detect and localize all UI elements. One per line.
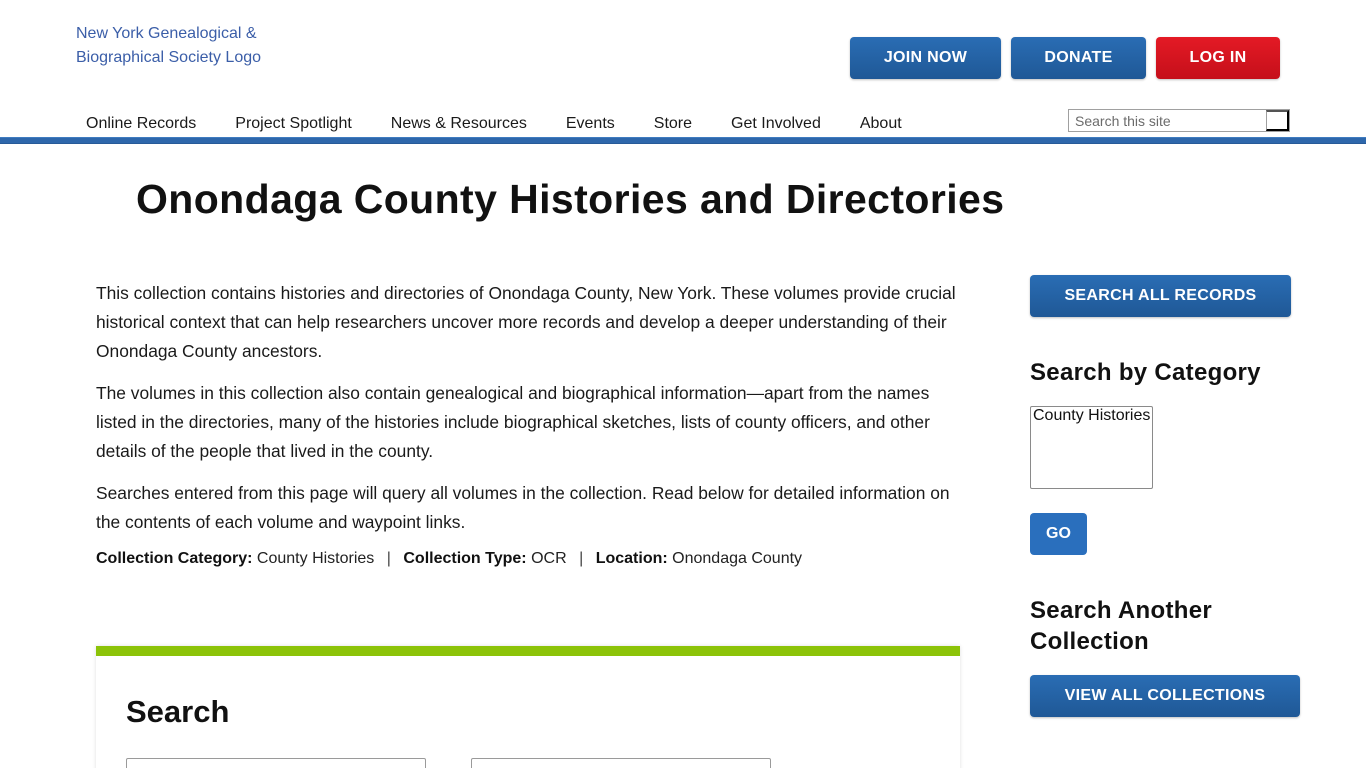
search-field-1[interactable]	[126, 758, 426, 768]
type-label: Collection Type:	[403, 550, 527, 567]
search-card-heading: Search	[126, 694, 230, 729]
page-title: Onondaga County Histories and Directories	[136, 176, 1005, 222]
category-listbox[interactable]	[1030, 406, 1153, 489]
meta-separator: |	[386, 550, 391, 567]
nav-store[interactable]: Store	[653, 115, 693, 132]
search-another-collection-heading: Search Another Collection	[1030, 597, 1213, 655]
nav-get-involved[interactable]: Get Involved	[731, 115, 821, 132]
description-paragraph: This collection contains histories and directories of Onondaga County, New York. These volumes provide crucial historical context that can help researchers uncover more records and develop a deeper understanding of their Onondaga County ancestors.	[96, 283, 956, 361]
category-option[interactable]: County Histories	[1033, 407, 1151, 424]
log-in-button[interactable]: LOG IN	[1156, 37, 1280, 79]
collection-description	[96, 279, 966, 568]
site-logo-link[interactable]	[76, 22, 316, 70]
view-all-collections-button[interactable]: VIEW ALL COLLECTIONS	[1030, 675, 1300, 717]
join-now-button[interactable]: JOIN NOW	[850, 37, 1001, 79]
nav-divider-bar	[0, 137, 1366, 144]
location-value: Onondaga County	[672, 550, 803, 567]
category-label: Collection Category:	[96, 550, 253, 567]
site-search-submit-button[interactable]	[1266, 110, 1289, 131]
description-paragraph: Searches entered from this page will query all volumes in the collection. Read below for detailed information on the contents of each volume and waypoint links.	[96, 483, 950, 532]
nav-about[interactable]: About	[859, 115, 902, 132]
collection-meta	[96, 550, 966, 568]
donate-button[interactable]: DONATE	[1011, 37, 1146, 79]
nav-project-spotlight[interactable]: Project Spotlight	[235, 115, 352, 132]
search-card	[96, 646, 960, 768]
site-search-input[interactable]	[1069, 110, 1266, 131]
search-all-records-button[interactable]: SEARCH ALL RECORDS	[1030, 275, 1291, 317]
nav-events[interactable]: Events	[565, 115, 615, 132]
nav-online-records[interactable]: Online Records	[86, 115, 197, 132]
go-button[interactable]: GO	[1030, 513, 1087, 555]
location-label: Location:	[595, 550, 668, 567]
type-value: OCR	[531, 550, 567, 567]
nav-news-resources[interactable]: News & Resources	[390, 115, 527, 132]
site-search	[1068, 109, 1290, 132]
category-value: County Histories	[256, 550, 375, 567]
logo-alt-text: New York Genealogical & Biographical Society Logo	[76, 25, 262, 66]
main-nav	[76, 108, 931, 136]
description-paragraph: The volumes in this collection also contain genealogical and biographical information—apart from the names listed in the directories, many of the histories include biographical sketches, lists of county officers, and other details of the people that lived in the county.	[96, 383, 930, 461]
search-by-category-heading: Search by Category	[1030, 359, 1261, 386]
search-field-2[interactable]	[471, 758, 771, 768]
meta-separator: |	[579, 550, 584, 567]
